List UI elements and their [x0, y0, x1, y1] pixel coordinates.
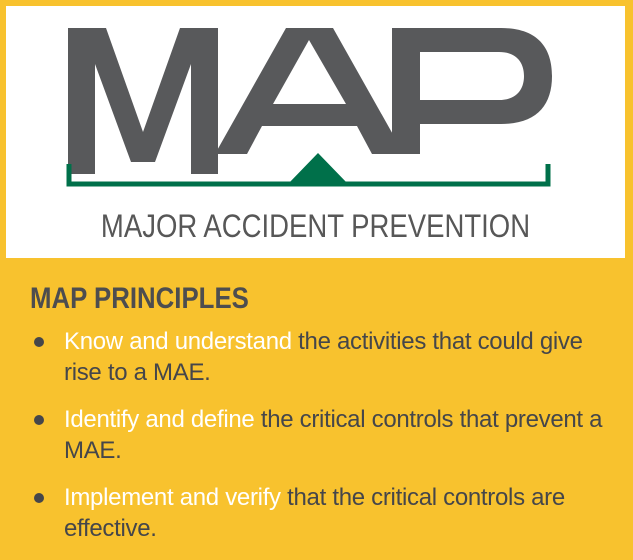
logo-letter-p	[392, 28, 552, 154]
map-logo	[6, 6, 625, 206]
principle-highlight: Implement and verify	[64, 484, 281, 511]
principle-text	[64, 482, 624, 544]
principle-item	[28, 482, 620, 544]
principle-rest: the activities that could give rise to a MAE.	[64, 328, 583, 386]
principles-section	[28, 282, 620, 560]
principle-highlight: Know and understand	[64, 328, 292, 355]
principle-rest: the critical controls that prevent a MAE.	[64, 406, 603, 464]
logo-peak-triangle	[288, 153, 348, 184]
bullet-icon	[34, 493, 44, 503]
logo-letter-a	[215, 28, 404, 154]
logo-letter-m	[68, 28, 218, 174]
logo-subtitle: MAJOR ACCIDENT PREVENTION	[100, 208, 531, 244]
principle-text	[64, 326, 624, 388]
map-logo-panel	[6, 6, 625, 258]
principle-rest: that the critical controls are effective.	[64, 484, 565, 542]
principle-item	[28, 404, 620, 466]
bullet-icon	[34, 415, 44, 425]
principle-highlight: Identify and define	[64, 406, 255, 433]
principles-list	[28, 326, 620, 544]
principle-item	[28, 326, 620, 388]
principle-text	[64, 404, 624, 466]
bullet-icon	[34, 337, 44, 347]
principles-heading: MAP PRINCIPLES	[30, 282, 249, 315]
